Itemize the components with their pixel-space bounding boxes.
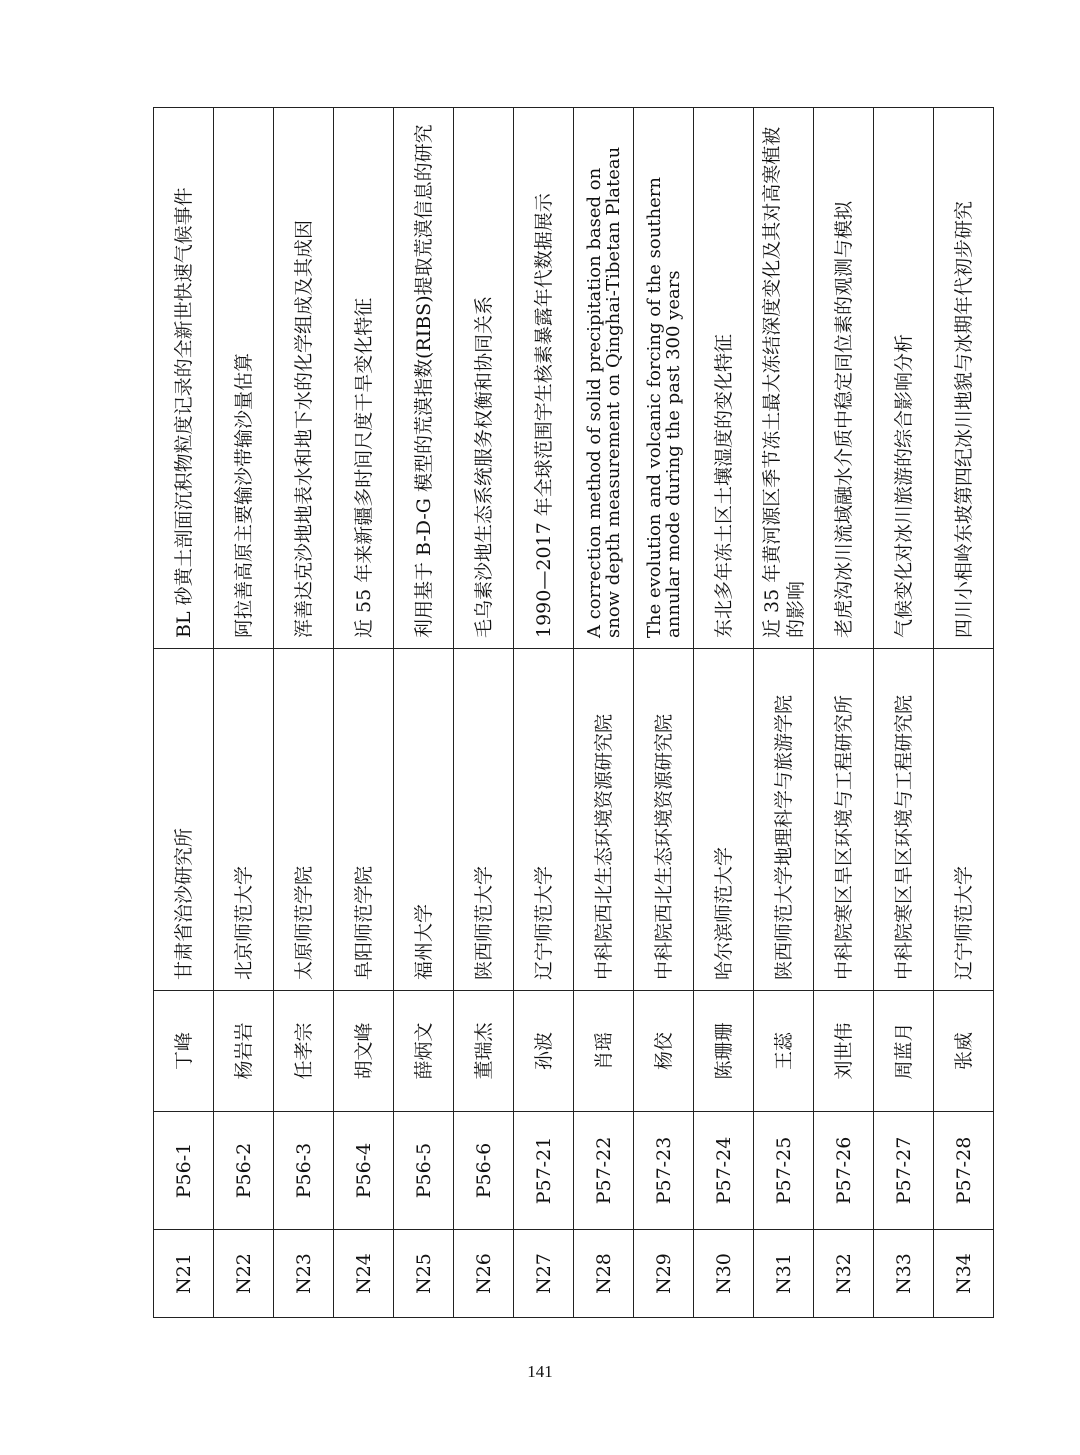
row-number: N29 [634, 1230, 694, 1318]
row-number: N26 [454, 1230, 514, 1318]
table-row [814, 108, 874, 1318]
row-number: N30 [694, 1230, 754, 1318]
poster-code: P56-1 [154, 1112, 214, 1230]
row-number: N21 [154, 1230, 214, 1318]
row-number: N32 [814, 1230, 874, 1318]
row-number: N23 [274, 1230, 334, 1318]
table-row [694, 108, 754, 1318]
row-number: N22 [214, 1230, 274, 1318]
author-name: 王蕊 [754, 991, 814, 1112]
poster-code: P57-28 [934, 1112, 994, 1230]
poster-code: P57-26 [814, 1112, 874, 1230]
author-name: 张威 [934, 991, 994, 1112]
institution: 北京师范大学 [214, 649, 274, 991]
author-name: 杨佼 [634, 991, 694, 1112]
institution: 中科院寒区旱区环境与工程研究院 [874, 649, 934, 991]
institution: 太原师范学院 [274, 649, 334, 991]
author-name: 刘世伟 [814, 991, 874, 1112]
row-number: N33 [874, 1230, 934, 1318]
table-row [874, 108, 934, 1318]
table-row [454, 108, 514, 1318]
paper-title: 利用基于 B-D-G 模型的荒漠指数(RIBS)提取荒漠信息的研究 [394, 108, 454, 649]
row-number: N28 [574, 1230, 634, 1318]
page-number: 141 [527, 1362, 553, 1381]
institution: 陕西师范大学 [454, 649, 514, 991]
paper-title: 阿拉善高原主要输沙带输沙量估算 [214, 108, 274, 649]
participant-table [153, 107, 994, 1318]
table-row [934, 108, 994, 1318]
participant-table-rotated [153, 107, 975, 1318]
paper-title: 浑善达克沙地地表水和地下水的化学组成及其成因 [274, 108, 334, 649]
paper-title: 近 35 年黄河源区季节冻土最大冻结深度变化及其对高寒植被的影响 [754, 108, 814, 649]
author-name: 薛炳文 [394, 991, 454, 1112]
table-row [754, 108, 814, 1318]
row-number: N34 [934, 1230, 994, 1318]
institution: 中科院寒区旱区环境与工程研究所 [814, 649, 874, 991]
paper-title: 四川小相岭东坡第四纪冰川地貌与冰期年代初步研究 [934, 108, 994, 649]
table-row [334, 108, 394, 1318]
paper-title: The evolution and volcanic forcing of the southern annular mode during the past 300 years [634, 108, 694, 649]
table-row [634, 108, 694, 1318]
poster-code: P56-4 [334, 1112, 394, 1230]
poster-code: P57-24 [694, 1112, 754, 1230]
author-name: 丁峰 [154, 991, 214, 1112]
paper-title: 老虎沟冰川流域融水介质中稳定同位素的观测与模拟 [814, 108, 874, 649]
table-row [214, 108, 274, 1318]
poster-code: P57-21 [514, 1112, 574, 1230]
table-row [514, 108, 574, 1318]
institution: 中科院西北生态环境资源研究院 [634, 649, 694, 991]
institution: 福州大学 [394, 649, 454, 991]
institution: 辽宁师范大学 [934, 649, 994, 991]
table-row [394, 108, 454, 1318]
poster-code: P56-3 [274, 1112, 334, 1230]
table-row [574, 108, 634, 1318]
row-number: N27 [514, 1230, 574, 1318]
poster-code: P57-25 [754, 1112, 814, 1230]
paper-title: 近 55 年来新疆多时间尺度干旱变化特征 [334, 108, 394, 649]
author-name: 董瑞杰 [454, 991, 514, 1112]
row-number: N31 [754, 1230, 814, 1318]
table-row [154, 108, 214, 1318]
paper-title: BL 砂黄土剖面沉积物粒度记录的全新世快速气候事件 [154, 108, 214, 649]
paper-title: 毛乌素沙地生态系统服务权衡和协同关系 [454, 108, 514, 649]
table-body [154, 108, 994, 1318]
author-name: 周蓝月 [874, 991, 934, 1112]
institution: 中科院西北生态环境资源研究院 [574, 649, 634, 991]
institution: 阜阳师范学院 [334, 649, 394, 991]
poster-code: P57-27 [874, 1112, 934, 1230]
poster-code: P56-2 [214, 1112, 274, 1230]
paper-title: 气候变化对冰川旅游的综合影响分析 [874, 108, 934, 649]
table-row [274, 108, 334, 1318]
paper-title: 东北多年冻土区土壤湿度的变化特征 [694, 108, 754, 649]
row-number: N25 [394, 1230, 454, 1318]
poster-code: P56-5 [394, 1112, 454, 1230]
institution: 陕西师范大学地理科学与旅游学院 [754, 649, 814, 991]
paper-title: 1990—2017 年全球范围宇生核素暴露年代数据展示 [514, 108, 574, 649]
author-name: 杨岩岩 [214, 991, 274, 1112]
institution: 哈尔滨师范大学 [694, 649, 754, 991]
institution: 甘肃省治沙研究所 [154, 649, 214, 991]
paper-title: A correction method of solid precipitation based on snow depth measurement on Qinghai-Tibetan Plateau [574, 108, 634, 649]
author-name: 孙波 [514, 991, 574, 1112]
row-number: N24 [334, 1230, 394, 1318]
institution: 辽宁师范大学 [514, 649, 574, 991]
author-name: 任孝宗 [274, 991, 334, 1112]
author-name: 陈珊珊 [694, 991, 754, 1112]
poster-code: P56-6 [454, 1112, 514, 1230]
poster-code: P57-22 [574, 1112, 634, 1230]
author-name: 肖瑶 [574, 991, 634, 1112]
author-name: 胡文峰 [334, 991, 394, 1112]
poster-code: P57-23 [634, 1112, 694, 1230]
